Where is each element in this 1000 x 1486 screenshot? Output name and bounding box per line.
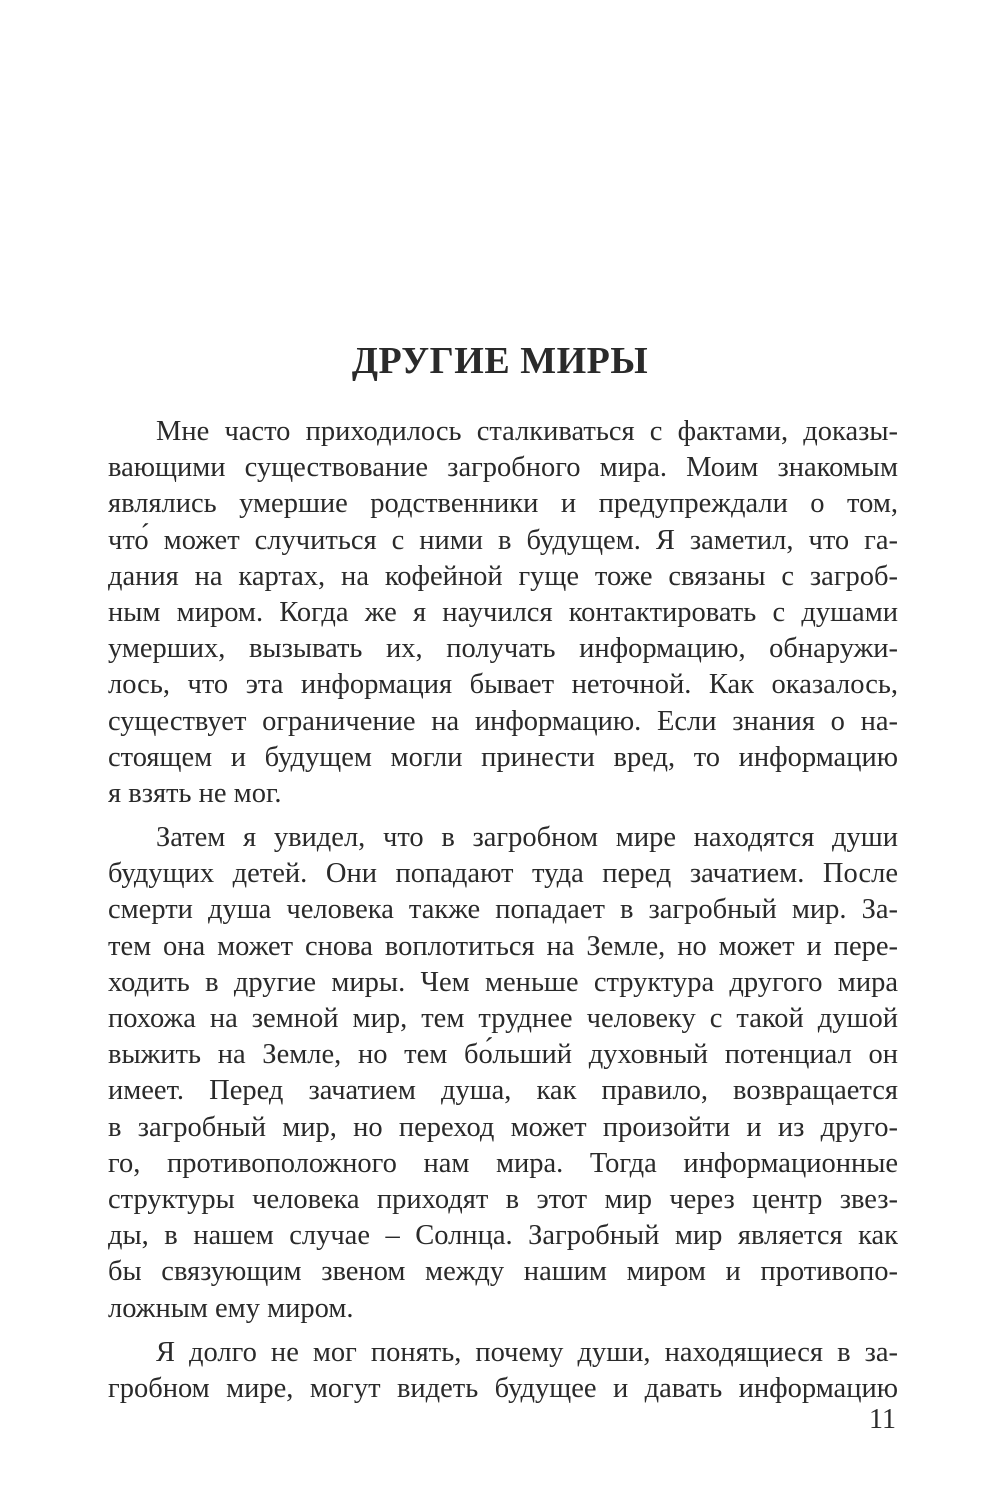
text-line: являлись умершие родственники и предупреждали о том, — [108, 488, 898, 520]
text-line: вающими существование загробного мира. Моим знакомым — [108, 452, 898, 484]
paragraph — [108, 1335, 898, 1407]
paragraph — [108, 820, 898, 1327]
text-line: гробном мире, могут видеть будущее и давать информацию — [108, 1372, 898, 1404]
text-line: го, противоположного нам мира. Тогда информационные — [108, 1147, 898, 1179]
text-line: ложным ему миром. — [108, 1292, 354, 1324]
text-line: выжить на Земле, но тем бо́льший духовный потенциал он — [108, 1039, 898, 1071]
text-line: ным миром. Когда же я научился контактировать с душами — [108, 596, 898, 628]
text-line: Я долго не мог понять, почему души, находящиеся в за- — [156, 1336, 898, 1368]
text-line: стоящем и будущем могли принести вред, то информацию — [108, 741, 898, 773]
chapter-title: ДРУГИЕ МИРЫ — [351, 340, 649, 382]
text-line: смерти душа человека также попадает в загробный мир. За- — [108, 894, 898, 926]
paragraph — [108, 414, 898, 812]
text-line: что́ может случиться с ними в будущем. Я заметил, что га- — [108, 524, 898, 556]
text-line: ды, в нашем случае – Солнца. Загробный мир является как — [108, 1220, 898, 1252]
text-line: ходить в другие миры. Чем меньше структура другого мира — [108, 966, 898, 998]
text-line: Затем я увидел, что в загробном мире находятся души — [156, 822, 898, 854]
page-number: 11 — [869, 1404, 896, 1435]
text-line: имеет. Перед зачатием душа, как правило, возвращается — [108, 1075, 898, 1107]
text-line: я взять не мог. — [108, 777, 282, 809]
paragraph-gap — [108, 1327, 898, 1335]
text-line: Мне часто приходилось сталкиваться с фактами, доказы- — [156, 416, 898, 447]
text-line: бы связующим звеном между нашим миром и противопо- — [108, 1256, 898, 1288]
body-text — [108, 414, 898, 1407]
text-line: похожа на земной мир, тем труднее человеку с такой душой — [108, 1003, 898, 1034]
paragraph-gap — [108, 812, 898, 820]
text-line: существует ограничение на информацию. Если знания о на- — [108, 705, 898, 737]
text-line: умерших, вызывать их, получать информацию, обнаружи- — [108, 633, 898, 665]
text-line: будущих детей. Они попадают туда перед зачатием. После — [108, 858, 898, 890]
text-line: тем она может снова воплотиться на Земле, но может и пере- — [108, 930, 898, 962]
text-line: лось, что эта информация бывает неточной. Как оказалось, — [108, 669, 898, 701]
text-line: дания на картах, на кофейной гуще тоже связаны с загроб- — [108, 560, 898, 592]
text-line: в загробный мир, но переход может произойти и из друго- — [108, 1111, 898, 1143]
text-line: структуры человека приходят в этот мир через центр звез- — [108, 1183, 898, 1215]
